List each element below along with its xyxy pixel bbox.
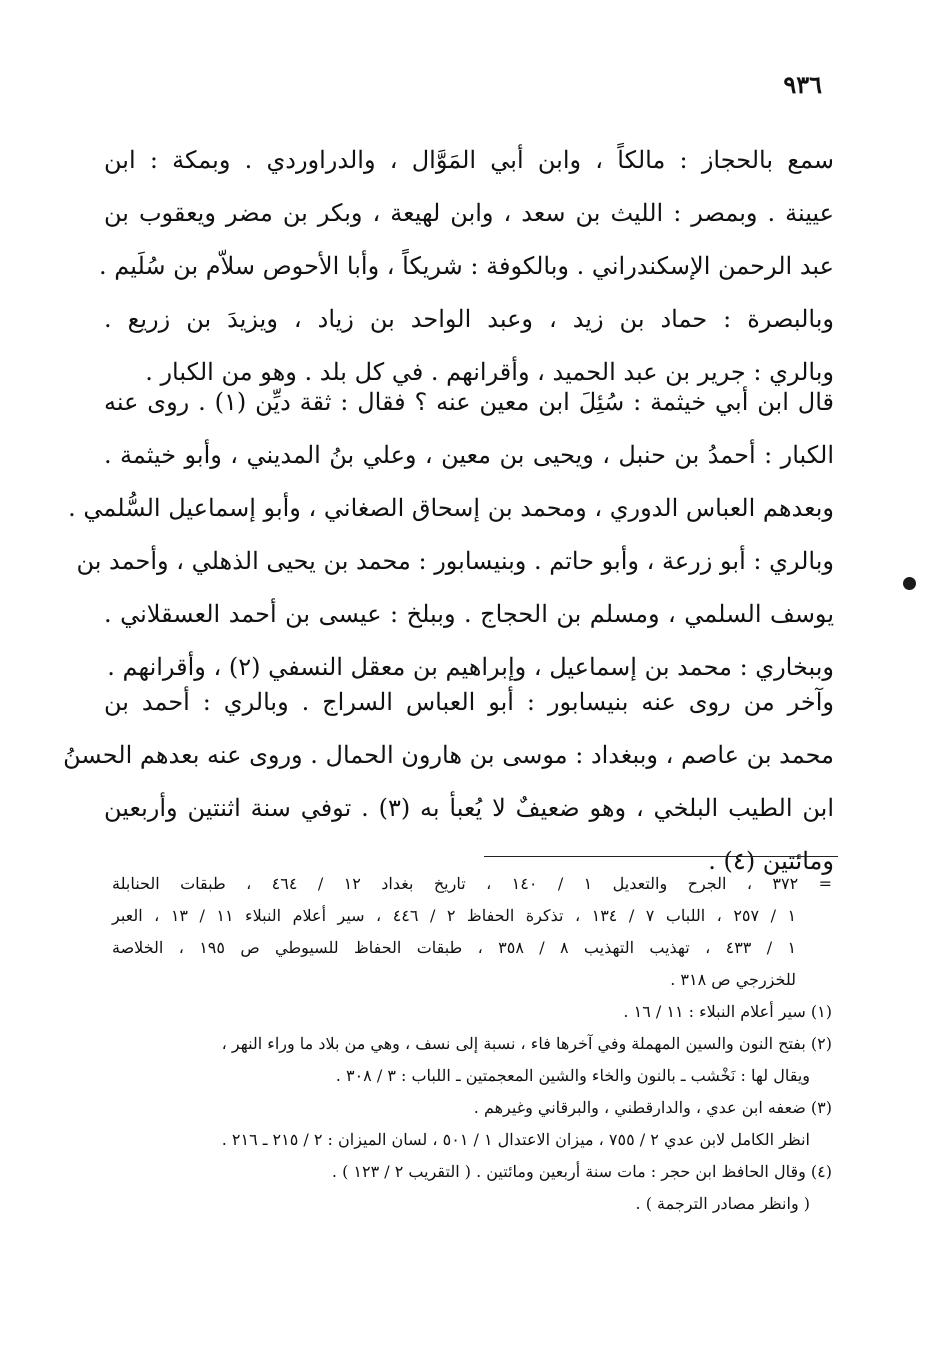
text-line: وببخاري : محمد بن إسماعيل ، وإبراهيم بن معقل النسفي (٢) ، وأقرانهم . <box>107 653 834 681</box>
text-line: عيينة . وبمصر : الليث بن سعد ، وابن لهيعة ، وبكر بن مضر ويعقوب بن <box>104 199 834 227</box>
ink-spot <box>903 577 916 590</box>
footnote-2-continued: ويقال لها : نَخْشب ـ بالنون والخاء والشين المعجمتين ـ اللباب : ٣ / ٣٠٨ . <box>335 1066 810 1085</box>
text-line: وبالري : أبو زرعة ، وأبو حاتم . وبنيسابور : محمد بن يحيى الذهلي ، وأحمد بن <box>76 547 834 575</box>
page-number: ٩٣٦ <box>783 70 822 99</box>
footnote-source-line: للخزرجي ص ٣١٨ . <box>670 970 796 989</box>
text-line: الكبار : أحمدُ بن حنبل ، ويحيى بن معين ، وعلي بنُ المديني ، وأبو خيثمة . <box>104 441 834 469</box>
footnote-source-line: = ٣٧٢ ، الجرح والتعديل ١ / ١٤٠ ، تاريخ بغداد ١٢ / ٤٦٤ ، طبقات الحنابلة <box>112 874 833 893</box>
text-line: قال ابن أبي خيثمة : سُئِلَ ابن معين عنه ؟ فقال : ثقة ديِّن (١) . روى عنه <box>104 388 834 416</box>
text-line: وبالبصرة : حماد بن زيد ، وعبد الواحد بن زياد ، ويزيدَ بن زريع . <box>104 305 834 333</box>
text-line: محمد بن عاصم ، وببغداد : موسى بن هارون الحمال . وروى عنه بعدهم الحسنُ <box>63 741 834 769</box>
paragraph-students <box>68 376 835 694</box>
text-line: ومائتين (٤) . <box>708 847 834 875</box>
text-line: وبعدهم العباس الدوري ، ومحمد بن إسحاق الصغاني ، وأبو إسماعيل السُّلمي . <box>68 494 834 522</box>
footnote-2: (٢) بفتح النون والسين المهملة وفي آخرها فاء ، نسبة إلى نسف ، وهي من بلاد ما وراء النهر ، <box>221 1034 832 1053</box>
footnotes <box>112 868 832 1220</box>
text-line: يوسف السلمي ، ومسلم بن الحجاج . وببلخ : عيسى بن أحمد العسقلاني . <box>104 600 835 628</box>
footnote-source-line: ١ / ٤٣٣ ، تهذيب التهذيب ٨ / ٣٥٨ ، طبقات الحفاظ للسيوطي ص ١٩٥ ، الخلاصة <box>112 938 797 957</box>
text-line: سمع بالحجاز : مالكاً ، وابن أبي المَوَّال ، والدراوردي . وبمكة : ابن <box>104 146 834 174</box>
paragraph-teachers <box>99 134 834 399</box>
footnote-4: (٤) وقال الحافظ ابن حجر : مات سنة أربعين ومائتين . ( التقريب ٢ / ١٢٣ ) . <box>331 1162 832 1181</box>
footnote-1: (١) سير أعلام النبلاء : ١١ / ١٦ . <box>623 1002 832 1021</box>
footnote-3: (٣) ضعفه ابن عدي ، والدارقطني ، والبرقاني وغيرهم . <box>473 1098 832 1117</box>
footnote-3-continued: انظر الكامل لابن عدي ٢ / ٧٥٥ ، ميزان الاعتدال ١ / ٥٠١ ، لسان الميزان : ٢ / ٢١٥ ـ ٢١٦ . <box>221 1130 810 1149</box>
footnote-source-line: ١ / ٢٥٧ ، اللباب ٧ / ١٣٤ ، تذكرة الحفاظ ٢ / ٤٤٦ ، سير أعلام النبلاء ١١ / ١٣ ، العبر <box>112 906 797 925</box>
footnote-4-continued: ( وانظر مصادر الترجمة ) . <box>635 1194 810 1213</box>
text-line: وبالري : جرير بن عبد الحميد ، وأقرانهم . في كل بلد . وهو من الكبار . <box>145 358 834 386</box>
text-line: ابن الطيب البلخي ، وهو ضعيفٌ لا يُعبأ به (٣) . توفي سنة اثنتين وأربعين <box>104 794 834 822</box>
footnote-separator <box>484 856 838 857</box>
text-line: عبد الرحمن الإسكندراني . وبالكوفة : شريكاً ، وأبا الأحوص سلاّم بن سُلَيم . <box>99 252 834 280</box>
text-line: وآخر من روى عنه بنيسابور : أبو العباس السراج . وبالري : أحمد بن <box>104 688 834 716</box>
